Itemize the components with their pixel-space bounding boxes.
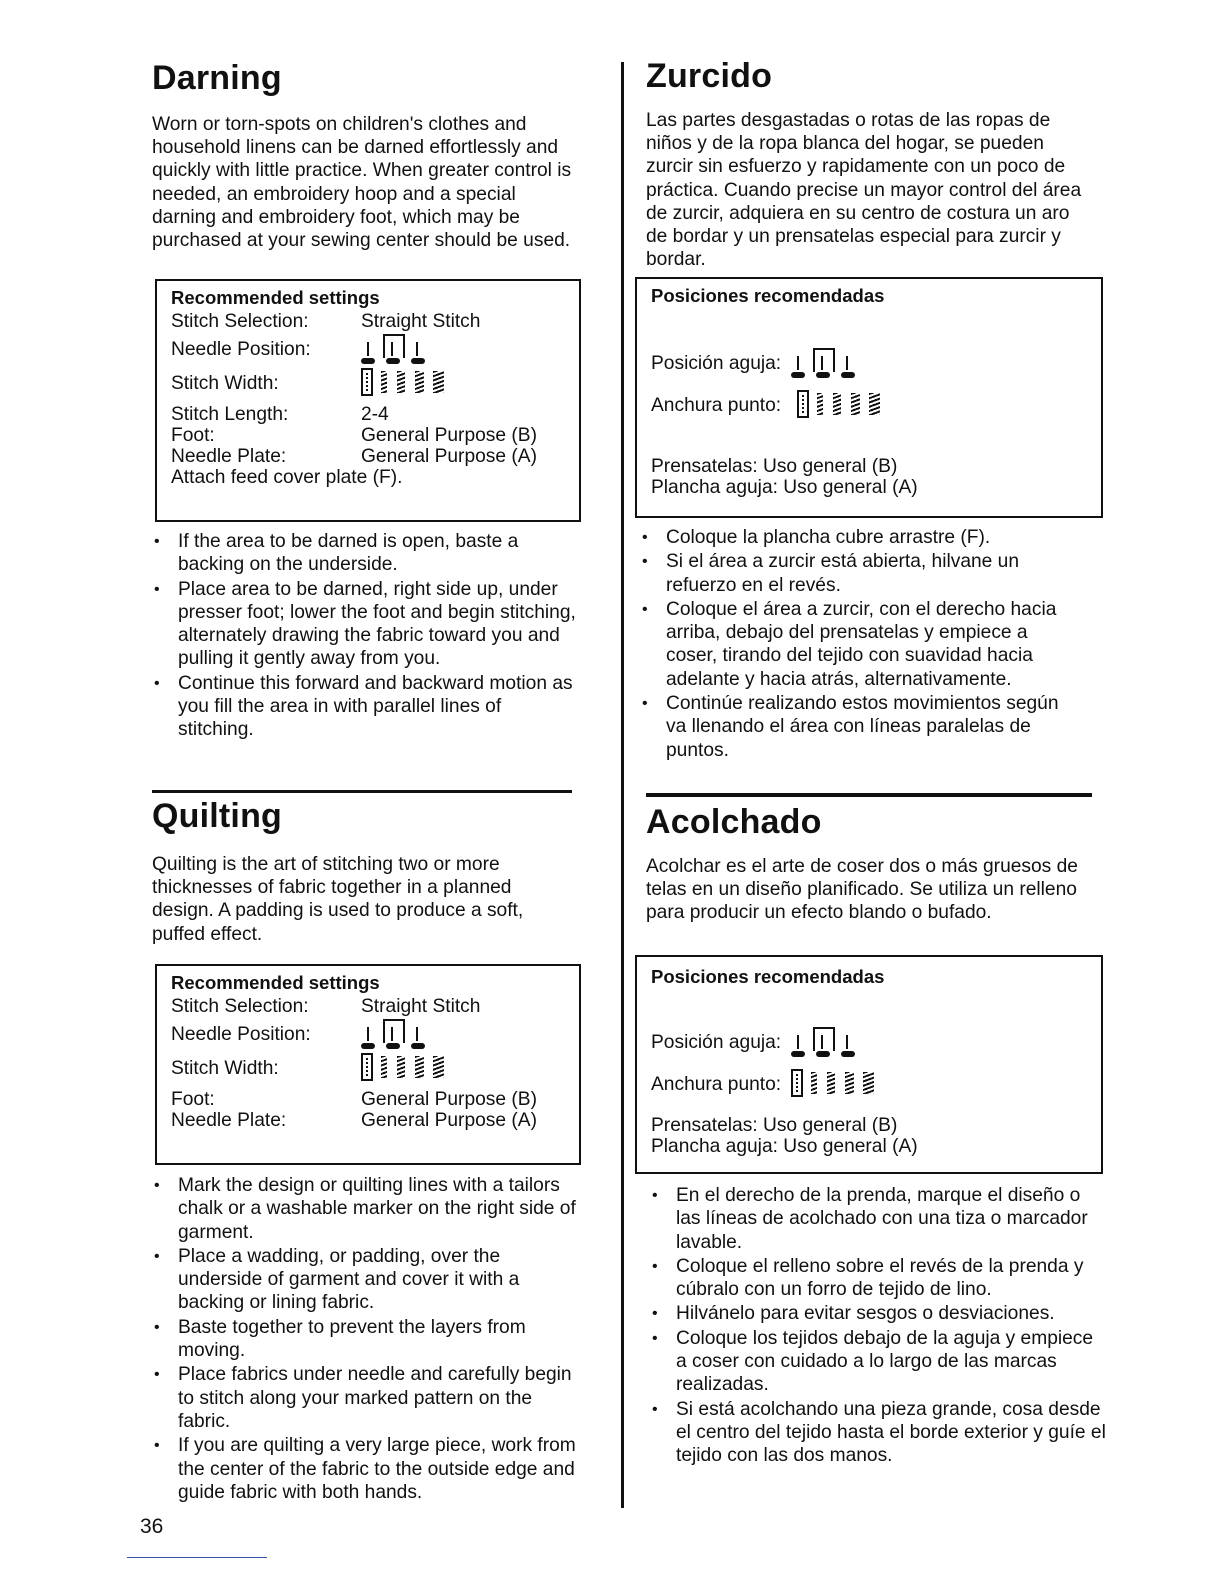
darning-bullets bbox=[152, 530, 577, 743]
needle-position-icon bbox=[791, 1027, 855, 1057]
needle-position-row: Posición aguja: bbox=[651, 346, 1089, 380]
column-divider bbox=[621, 62, 624, 1508]
attach-note: Attach feed cover plate (F). bbox=[171, 467, 403, 488]
stitch-width-row: Anchura punto: bbox=[651, 388, 1089, 422]
darning-intro: Worn or torn-spots on children's clothes and household linens can be darned effortlessly and quickly with little practice. When greater control is needed, an embroidery hoop and a special darning and embroidery foot, which may be purchased at your sewing center should be used. bbox=[152, 114, 572, 252]
list-item: • If you are quilting a very large piece, work from the center of the fabric to the outside edge and guide fabric with both hands. bbox=[152, 1434, 577, 1504]
list-item: • Coloque la plancha cubre arrastre (F). bbox=[640, 526, 1080, 549]
list-item: • Place area to be darned, right side up, under presser foot; lower the foot and begin stitching, alternately drawing the fabric toward you and pulling it gently away from you. bbox=[152, 578, 577, 671]
foot-line: Prensatelas: Uso general (B) bbox=[651, 1115, 898, 1136]
list-item: • Place a wadding, or padding, over the underside of garment and cover it with a backing or lining fabric. bbox=[152, 1245, 577, 1315]
list-item: • Coloque los tejidos debajo de la aguja y empiece a coser con cuidado a lo largo de las marcas realizadas. bbox=[650, 1327, 1106, 1397]
stitch-selection-row: Stitch Selection: Straight Stitch bbox=[171, 311, 481, 332]
plate-line: Plancha aguja: Uso general (A) bbox=[651, 1136, 918, 1157]
quilting-title: Quilting bbox=[152, 797, 283, 835]
list-item: • Hilvánelo para evitar sesgos o desviaciones. bbox=[650, 1302, 1106, 1325]
zurcido-settings-box bbox=[635, 277, 1103, 518]
zurcido-title: Zurcido bbox=[646, 57, 773, 95]
acolchado-title: Acolchado bbox=[646, 803, 822, 841]
needle-position-row: Needle Position: bbox=[171, 1017, 567, 1051]
list-item: • If the area to be darned is open, baste a backing on the underside. bbox=[152, 530, 577, 577]
page-number: 36 bbox=[140, 1515, 164, 1538]
darning-settings-box bbox=[155, 279, 581, 522]
quilting-intro: Quilting is the art of stitching two or more thicknesses of fabric together in a planned design. A padding is used to produce a soft, puffed effect. bbox=[152, 854, 524, 945]
list-item: • Si el área a zurcir está abierta, hilvane un refuerzo en el revés. bbox=[640, 550, 1080, 597]
foot-row: Foot: General Purpose (B) bbox=[171, 425, 537, 446]
section-rule bbox=[646, 793, 1092, 797]
settings-title: Recommended settings bbox=[171, 287, 380, 308]
quilting-bullets bbox=[152, 1174, 577, 1505]
list-item: • Coloque el área a zurcir, con el derecho hacia arriba, debajo del prensatelas y empiece a coser, tirando del tejido con suavidad hacia adelante y hacia atrás, alternativamente. bbox=[640, 598, 1080, 691]
list-item: • Continue this forward and backward motion as you fill the area in with parallel lines of stitching. bbox=[152, 672, 577, 742]
list-item: • En el derecho de la prenda, marque el diseño o las líneas de acolchado con una tiza o marcador lavable. bbox=[650, 1184, 1106, 1254]
footer-line bbox=[127, 1557, 267, 1558]
needle-plate-row: Needle Plate: General Purpose (A) bbox=[171, 1110, 537, 1131]
stitch-length-row: Stitch Length: 2-4 bbox=[171, 404, 389, 425]
list-item: • Place fabrics under needle and carefully begin to stitch along your marked pattern on the fabric. bbox=[152, 1363, 577, 1433]
list-item: • Mark the design or quilting lines with a tailors chalk or a washable marker on the right side of garment. bbox=[152, 1174, 577, 1244]
stitch-width-icon bbox=[361, 368, 451, 398]
zurcido-intro: Las partes desgastadas o rotas de las ropas de niños y de la ropa blanca del hogar, se pueden zurcir sin esfuerzo y rapidamente con un poco de práctica. Cuando precise un mayor control del área de zurcir, adquiera en su centro de costura un aro de bordar y un prensatelas especial para zurcir y bordar. bbox=[646, 110, 1082, 271]
list-item: • Continúe realizando estos movimientos según va llenando el área con líneas paralelas de puntos. bbox=[640, 692, 1080, 762]
needle-position-row: Needle Position: bbox=[171, 332, 567, 366]
acolchado-settings-box bbox=[635, 955, 1103, 1174]
stitch-width-icon bbox=[797, 390, 887, 420]
acolchado-bullets bbox=[650, 1184, 1106, 1469]
acolchado-intro: Acolchar es el arte de coser dos o más gruesos de telas en un diseño planificado. Se utiliza un relleno para producir un efecto blando o bufado. bbox=[646, 856, 1078, 924]
settings-title: Recommended settings bbox=[171, 972, 380, 993]
needle-position-row: Posición aguja: bbox=[651, 1025, 1089, 1059]
needle-position-icon bbox=[361, 1019, 425, 1049]
needle-position-icon bbox=[361, 334, 425, 364]
needle-plate-row: Needle Plate: General Purpose (A) bbox=[171, 446, 537, 467]
list-item: • Si está acolchando una pieza grande, cosa desde el centro del tejido hasta el borde exterior y guíe el tejido con las dos manos. bbox=[650, 1398, 1106, 1468]
stitch-width-row: Anchura punto: bbox=[651, 1067, 1089, 1101]
needle-position-icon bbox=[791, 348, 855, 378]
list-item: • Coloque el relleno sobre el revés de la prenda y cúbralo con un forro de tejido de lino. bbox=[650, 1255, 1106, 1302]
stitch-width-row: Stitch Width: bbox=[171, 366, 567, 400]
section-rule bbox=[152, 790, 572, 793]
settings-title: Posiciones recomendadas bbox=[651, 285, 885, 306]
darning-title: Darning bbox=[152, 59, 282, 97]
stitch-width-icon bbox=[361, 1053, 451, 1083]
quilting-settings-box bbox=[155, 964, 581, 1165]
stitch-width-icon bbox=[791, 1069, 881, 1099]
foot-row: Foot: General Purpose (B) bbox=[171, 1089, 537, 1110]
plate-line: Plancha aguja: Uso general (A) bbox=[651, 477, 918, 498]
stitch-selection-row: Stitch Selection: Straight Stitch bbox=[171, 996, 481, 1017]
list-item: • Baste together to prevent the layers from moving. bbox=[152, 1316, 577, 1363]
foot-line: Prensatelas: Uso general (B) bbox=[651, 456, 898, 477]
stitch-width-row: Stitch Width: bbox=[171, 1051, 567, 1085]
settings-title: Posiciones recomendadas bbox=[651, 966, 885, 987]
zurcido-bullets bbox=[640, 526, 1080, 763]
